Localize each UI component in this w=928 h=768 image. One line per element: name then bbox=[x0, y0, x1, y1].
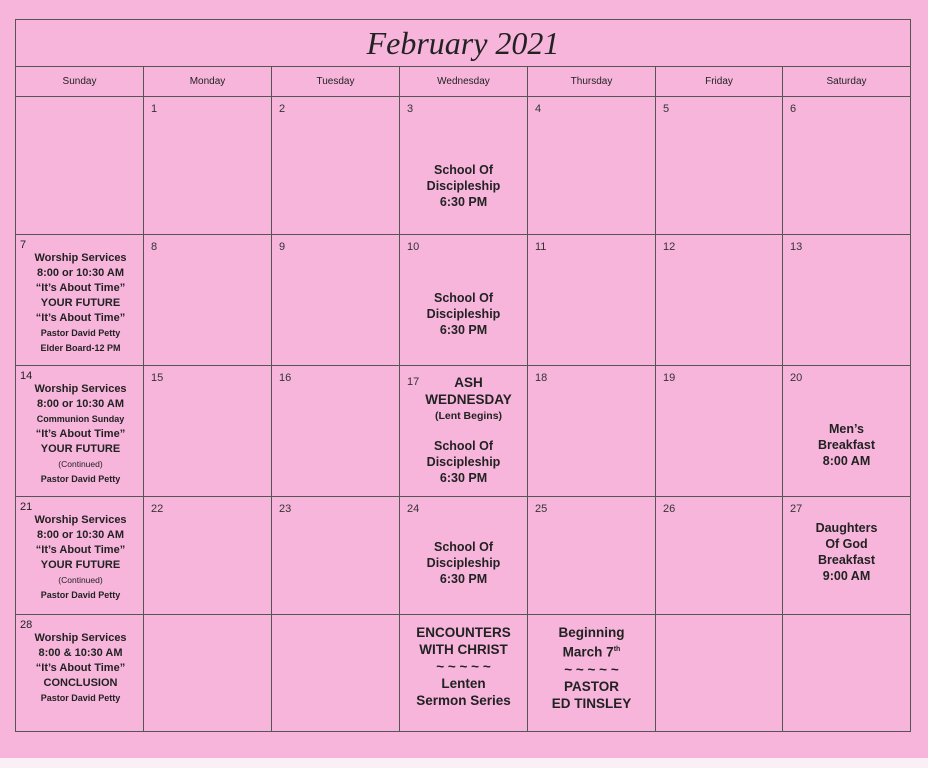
day-header-friday: Friday bbox=[656, 67, 783, 97]
day-cell-empty bbox=[656, 615, 783, 731]
day-number: 9 bbox=[279, 241, 286, 253]
day-number: 16 bbox=[279, 372, 292, 384]
sunday-services-event: 7 Worship Services 8:00 or 10:30 AM “It’s About Time” YOUR FUTURE “It’s About Time” Pastor David Petty Elder Board-12 PM bbox=[20, 239, 141, 356]
day-header-monday: Monday bbox=[144, 67, 272, 97]
day-cell bbox=[272, 366, 400, 497]
day-cell bbox=[144, 235, 272, 366]
day-number: 17 bbox=[407, 376, 420, 388]
ash-wednesday-event: ASH WEDNESDAY (Lent Begins) bbox=[425, 375, 512, 422]
day-number: 27 bbox=[790, 503, 803, 515]
day-cell-empty bbox=[144, 615, 272, 731]
day-number: 23 bbox=[279, 503, 292, 515]
day-header-sunday: Sunday bbox=[16, 67, 144, 97]
day-number: 8 bbox=[151, 241, 158, 253]
day-cell bbox=[400, 97, 528, 235]
day-number: 2 bbox=[279, 103, 286, 115]
day-cell-empty bbox=[272, 615, 400, 731]
sunday-services-event: 14 Worship Services 8:00 or 10:30 AM Communion Sunday “It’s About Time” YOUR FUTURE (Continued) Pastor David Petty bbox=[20, 370, 141, 487]
daughters-of-god-breakfast-event: Daughters Of God Breakfast 9:00 AM bbox=[815, 521, 878, 583]
day-number: 26 bbox=[663, 503, 676, 515]
day-cell-empty bbox=[16, 97, 144, 235]
day-number: 11 bbox=[535, 241, 547, 253]
day-cell bbox=[528, 97, 656, 235]
day-cell bbox=[528, 366, 656, 497]
day-cell bbox=[783, 235, 910, 366]
sunday-services-event: 21 Worship Services 8:00 or 10:30 AM “It’s About Time” YOUR FUTURE (Continued) Pastor David Petty bbox=[20, 501, 141, 603]
day-number: 20 bbox=[790, 372, 803, 384]
day-cell bbox=[272, 235, 400, 366]
day-number: 22 bbox=[151, 503, 164, 515]
day-number: 13 bbox=[790, 241, 803, 253]
day-cell bbox=[783, 366, 910, 497]
day-cell bbox=[400, 235, 528, 366]
pastor-ed-tinsley-note: Beginning March 7th ~ ~ ~ ~ ~ PASTOR ED TINSLEY bbox=[551, 625, 632, 711]
day-cell-empty bbox=[783, 615, 910, 731]
day-number: 28 bbox=[20, 619, 33, 631]
mens-breakfast-event: Men’s Breakfast 8:00 AM bbox=[818, 422, 875, 468]
day-number: 19 bbox=[663, 372, 676, 384]
day-cell bbox=[400, 615, 528, 731]
school-of-discipleship-event: School Of Discipleship 6:30 PM bbox=[426, 540, 501, 586]
day-number: 25 bbox=[535, 503, 548, 515]
day-number: 10 bbox=[407, 241, 420, 253]
day-number: 15 bbox=[151, 372, 164, 384]
school-of-discipleship-event: School Of Discipleship 6:30 PM bbox=[426, 163, 501, 209]
day-cell bbox=[400, 366, 528, 497]
day-number: 4 bbox=[535, 103, 542, 115]
day-number: 14 bbox=[20, 370, 33, 382]
day-header-wednesday: Wednesday bbox=[400, 67, 528, 97]
calendar-grid bbox=[15, 19, 911, 732]
day-cell bbox=[528, 497, 656, 615]
day-cell bbox=[528, 615, 656, 731]
day-cell bbox=[272, 97, 400, 235]
day-number: 6 bbox=[790, 103, 797, 115]
calendar-title: February 2021 bbox=[16, 20, 910, 67]
day-cell bbox=[16, 366, 144, 497]
day-cell bbox=[144, 497, 272, 615]
day-cell bbox=[16, 235, 144, 366]
school-of-discipleship-event: School Of Discipleship 6:30 PM bbox=[426, 291, 501, 337]
day-number: 21 bbox=[20, 501, 33, 513]
day-number: 3 bbox=[407, 103, 414, 115]
day-cell bbox=[783, 497, 910, 615]
day-cell bbox=[16, 497, 144, 615]
day-number: 1 bbox=[151, 103, 158, 115]
day-number: 18 bbox=[535, 372, 548, 384]
day-cell bbox=[656, 366, 783, 497]
day-cell bbox=[16, 615, 144, 731]
day-number: 24 bbox=[407, 503, 420, 515]
day-cell bbox=[144, 366, 272, 497]
sunday-services-event: 28 Worship Services 8:00 & 10:30 AM “It’s About Time” CONCLUSION Pastor David Petty bbox=[20, 619, 141, 706]
day-number: 5 bbox=[663, 103, 670, 115]
day-cell bbox=[656, 97, 783, 235]
day-cell bbox=[528, 235, 656, 366]
day-cell bbox=[400, 497, 528, 615]
school-of-discipleship-event: School Of Discipleship 6:30 PM bbox=[426, 439, 501, 485]
day-cell bbox=[272, 497, 400, 615]
day-number: 12 bbox=[663, 241, 676, 253]
day-cell bbox=[656, 497, 783, 615]
encounters-with-christ-note: ENCOUNTERS WITH CHRIST ~ ~ ~ ~ ~ Lenten Sermon Series bbox=[416, 625, 511, 708]
day-cell bbox=[783, 97, 910, 235]
day-cell bbox=[656, 235, 783, 366]
day-header-tuesday: Tuesday bbox=[272, 67, 400, 97]
day-header-saturday: Saturday bbox=[783, 67, 910, 97]
day-header-thursday: Thursday bbox=[528, 67, 656, 97]
day-cell bbox=[144, 97, 272, 235]
day-number: 7 bbox=[20, 239, 27, 251]
